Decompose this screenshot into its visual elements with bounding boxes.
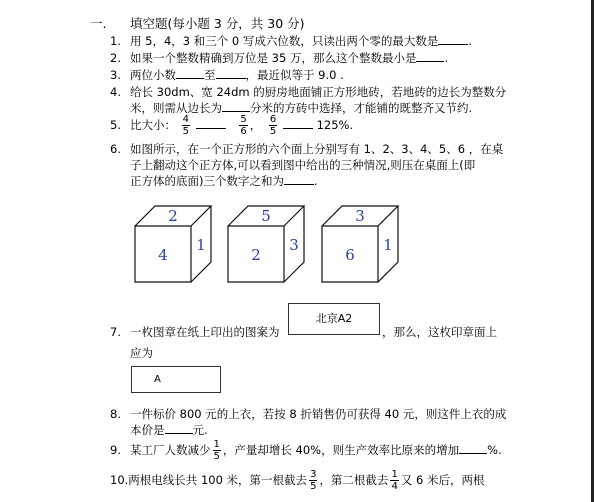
question-7-line-2: 应为: [130, 346, 153, 360]
question-number: 5.: [110, 118, 121, 132]
answer-blank: [438, 44, 468, 45]
question-6-line-3: 正方体的底面)三个数字之和为 .: [130, 174, 318, 188]
answer-blank: [284, 184, 314, 185]
question-text: %.: [487, 443, 502, 457]
question-8: [110, 406, 506, 422]
fraction: $\frac{1}{5}$: [213, 439, 220, 462]
section-number: 一.: [90, 16, 107, 31]
question-2: 2. 如果一个整数精确到万位是 35 万，那么这个整数最小是 .: [110, 51, 449, 65]
answer-blank: [283, 128, 313, 129]
question-text: 125%.: [316, 118, 354, 132]
question-4: [110, 84, 506, 100]
answer-blank: [416, 61, 444, 62]
question-9: [110, 438, 502, 462]
question-number: 6.: [110, 142, 121, 156]
question-6-line-2: 子上翻动这个正方体,可以看到图中给出的三种情况,则压在桌面上(即: [130, 158, 476, 172]
stamp-impression: 北京A2: [288, 303, 380, 335]
answer-blank: [176, 78, 204, 79]
question-number: 10.: [110, 473, 129, 487]
cube-top-number: 5: [261, 207, 271, 225]
question-1: 1. 用 5，4，3 和三个 0 写成六位数，只读出两个零的最大数是 .: [110, 34, 473, 48]
fraction: $\frac{6}{5}$: [269, 114, 277, 137]
fraction: $\frac{4}{5}$: [182, 114, 190, 137]
question-number: 2.: [110, 51, 121, 65]
question-number: 8.: [110, 407, 121, 421]
question-text: 如果一个整数精确到万位是 35 万，那么这个整数最小是: [130, 51, 417, 65]
question-7: [110, 324, 280, 340]
question-5: [110, 113, 353, 137]
cube-3: [322, 206, 398, 282]
answer-blank: [459, 453, 487, 454]
question-text: 本价是: [130, 423, 165, 437]
question-text: 给长 30dm、宽 24dm 的厨房地面铺正方形地砖，若地砖的边长为整数分: [130, 85, 507, 99]
cube-1: [135, 206, 211, 282]
question-text: 一件标价 800 元的上衣，若按 8 折销售仍可获得 40 元，则这件上衣的成: [130, 407, 507, 421]
question-7-continued: ，那么，这枚印章面上: [382, 325, 497, 339]
cube-side-number: 3: [289, 236, 299, 254]
question-text: 两根电线长共 100 米，第一根截去: [128, 473, 308, 487]
question-text: 米，则需从边长为: [130, 101, 222, 115]
cube-top-number: 2: [168, 207, 178, 225]
cube-2: [228, 206, 304, 282]
answer-blank: [196, 128, 226, 129]
fraction: $\frac{5}{6}$: [240, 114, 247, 137]
question-text: 至: [204, 68, 216, 82]
question-number: 1.: [110, 34, 121, 48]
cube-side-number: 1: [383, 236, 393, 254]
question-text: ，最近似等于 9.0 .: [245, 68, 344, 82]
section-title: 填空题(每小题 3 分，共 30 分): [130, 16, 305, 31]
question-text: 分米的方砖中选择，才能铺的既整齐又节约.: [250, 101, 473, 115]
fraction: $\frac{3}{5}$: [310, 469, 317, 492]
answer-blank: [216, 78, 246, 79]
question-text: 正方体的底面)三个数字之和为: [130, 174, 284, 188]
answer-blank: [165, 433, 193, 434]
question-number: 9.: [110, 443, 121, 457]
question-text: ，: [249, 118, 262, 132]
question-3: [110, 67, 344, 83]
question-8-line-2: [130, 422, 208, 438]
question-text: 又 6 米后，两根: [400, 473, 485, 487]
cube-side-number: 1: [196, 236, 206, 254]
cube-figures: [130, 200, 420, 290]
question-text: 一枚图章在纸上印出的图案为: [130, 325, 280, 339]
question-text: ，第二根截去: [319, 473, 389, 487]
question-text: 两位小数: [130, 68, 176, 82]
question-text: 用 5，4，3 和三个 0 写成六位数，只读出两个零的最大数是: [130, 34, 439, 48]
question-number: 7.: [110, 325, 121, 339]
answer-blank: [222, 111, 250, 112]
cube-front-number: 4: [158, 246, 168, 264]
fraction: $\frac{1}{4}$: [391, 469, 398, 492]
stamp-answer-box: A: [131, 366, 221, 393]
cube-front-number: 6: [345, 246, 355, 264]
question-text: ，产量却增长 40%，则生产效率比原来的增加: [222, 443, 460, 457]
question-10: [110, 468, 591, 492]
question-text: 元.: [192, 423, 208, 437]
cube-top-number: 3: [355, 207, 365, 225]
question-number: 3.: [110, 68, 121, 82]
question-text: 某工厂人数减少: [130, 443, 211, 457]
question-text: 如图所示，在一个正方形的六个面上分别写有 1、2、3、4、5、6 ，在桌: [130, 142, 504, 156]
question-6: [110, 141, 503, 157]
question-number: 4.: [110, 85, 121, 99]
question-text: 比大小：: [130, 118, 176, 132]
cube-front-number: 2: [251, 246, 261, 264]
